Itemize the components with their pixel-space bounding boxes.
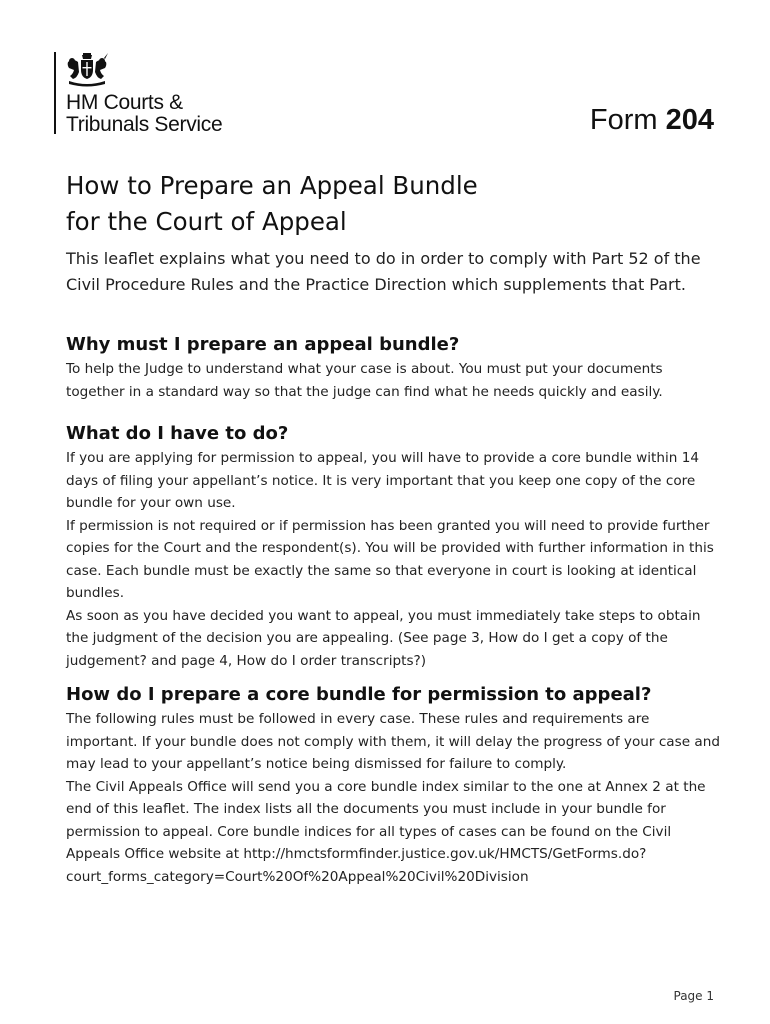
document-title-line1: How to Prepare an Appeal Bundle <box>66 171 478 200</box>
section-paragraph-with-link: The Civil Appeals Office will send you a core bundle index similar to the one at Annex 2 at the end of this leaflet. The index lists all the documents you must include in your bundle for permission to appeal. Core bundle indices for all types of cases can be found on the Civil Appeals Office website at http://hmctsformfinder.justice.gov.uk/HMCTS/GetForms.do?court_forms_category=Court%20Of%20Appeal%20Civil%20Division <box>66 778 706 885</box>
section-paragraph: To help the Judge to understand what your case is about. You must put your documents together in a standard way so that the judge can find what he needs quickly and easily. <box>66 361 663 400</box>
logo-divider-bar <box>54 52 56 134</box>
document-body <box>66 168 720 888</box>
section-paragraph: The following rules must be followed in every case. These rules and requirements are important. If your bundle does not comply with them, it will delay the progress of your case and may lead to your appellant’s notice being dismissed for failure to comply. <box>66 711 720 772</box>
section-paragraph: As soon as you have decided you want to appeal, you must immediately take steps to obtain the judgment of the decision you are appealing. (See page 3, How do I get a copy of the judgement? and page 4, How do I order transcripts?) <box>66 607 701 669</box>
form-word: Form <box>589 104 658 136</box>
document-title-line2: for the Court of Appeal <box>66 207 347 236</box>
page-number: Page 1 <box>673 989 714 1003</box>
organisation-name-line1: HM Courts & <box>66 91 183 114</box>
section-heading-why: Why must I prepare an appeal bundle? <box>66 334 460 355</box>
organisation-name-line2: Tribunals Service <box>66 113 223 136</box>
section-heading-how: How do I prepare a core bundle for permission to appeal? <box>66 684 652 705</box>
section-paragraph: If you are applying for permission to appeal, you will have to provide a core bundle within 14 days of filing your appellant’s notice. It is very important that you keep one copy of the core bundle for your own use. <box>66 450 700 511</box>
organisation-name <box>66 92 222 136</box>
intro-paragraph: This leaflet explains what you need to do in order to comply with Part 52 of the Civil Procedure Rules and the Practice Direction which supplements that Part. <box>66 249 701 294</box>
section-paragraph: If permission is not required or if permission has been granted you will need to provide further copies for the Court and the respondent(s). You will be provided with further information in this case. Each bundle must be exactly the same so that everyone in court is looking at identical bundles. <box>66 517 714 601</box>
form-number-label <box>590 104 714 137</box>
form-number: 204 <box>665 104 714 136</box>
royal-coat-of-arms-icon <box>64 52 110 88</box>
section-heading-what: What do I have to do? <box>66 423 289 444</box>
document-title <box>66 168 720 240</box>
